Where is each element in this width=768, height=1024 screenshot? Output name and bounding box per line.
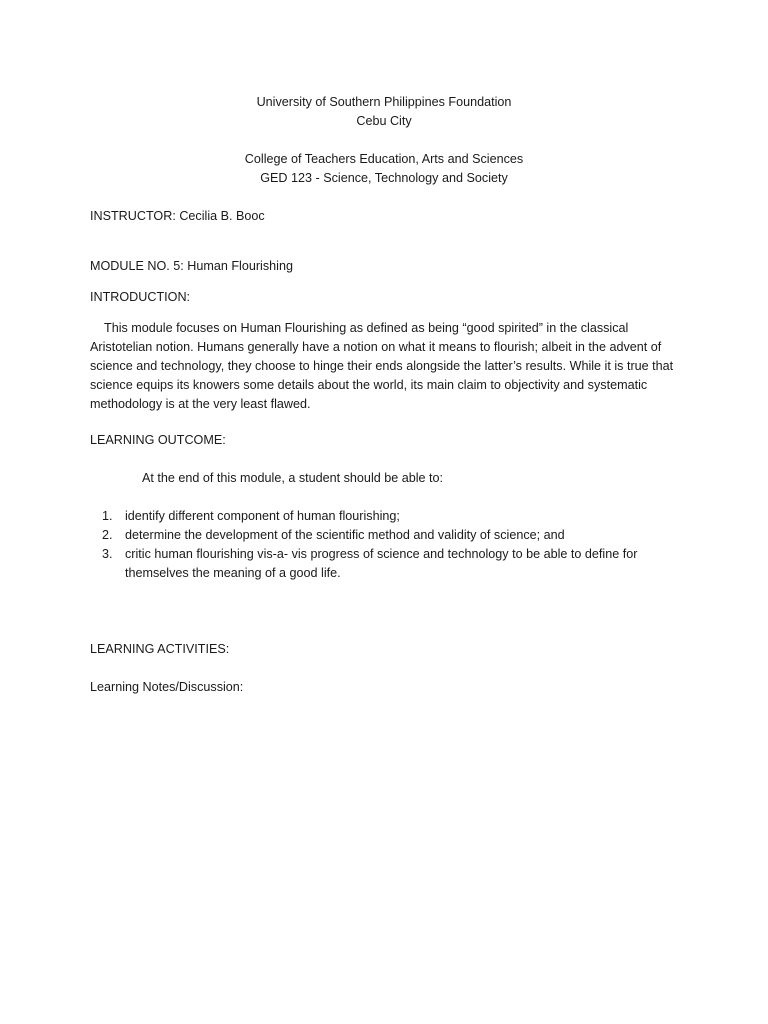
list-item-text: identify different component of human flourishing; [125,509,400,523]
instructor-line: INSTRUCTOR: Cecilia B. Booc [90,209,265,223]
list-item [90,545,665,583]
city-name: Cebu City [356,114,412,128]
university-name: University of Southern Philippines Foundation [256,95,512,109]
course-title: GED 123 - Science, Technology and Society [260,171,508,185]
list-item [90,507,690,526]
introduction-heading: INTRODUCTION: [90,290,191,304]
learning-notes-subheading: Learning Notes/Discussion: [90,680,244,694]
list-item [90,526,690,545]
list-item-number: 3. [102,547,113,561]
list-item-text: critic human flourishing vis-a- vis progress of science and technology to be able to define for themselves the meaning of a good life. [125,547,638,580]
introduction-body: This module focuses on Human Flourishing as defined as being “good spirited” in the classical Aristotelian notion. Humans generally have a notion on what it means to flourish; albeit in the advent of science and technology, they choose to hinge their ends alongside the latter’s results. While it is true that science equips its knowers some details about the world, its main claim to objectivity and systematic methodology is at the very least flawed. [90,321,674,411]
list-item-number: 1. [102,509,113,523]
list-item-text: determine the development of the scientific method and validity of science; and [125,528,565,542]
college-name: College of Teachers Education, Arts and Sciences [244,152,524,166]
module-title: MODULE NO. 5: Human Flourishing [90,259,293,273]
list-item-number: 2. [102,528,113,542]
learning-outcome-heading: LEARNING OUTCOME: [90,433,226,447]
learning-outcome-list [90,507,690,583]
learning-outcome-lead: At the end of this module, a student should be able to: [142,471,444,485]
learning-activities-heading: LEARNING ACTIVITIES: [90,642,230,656]
